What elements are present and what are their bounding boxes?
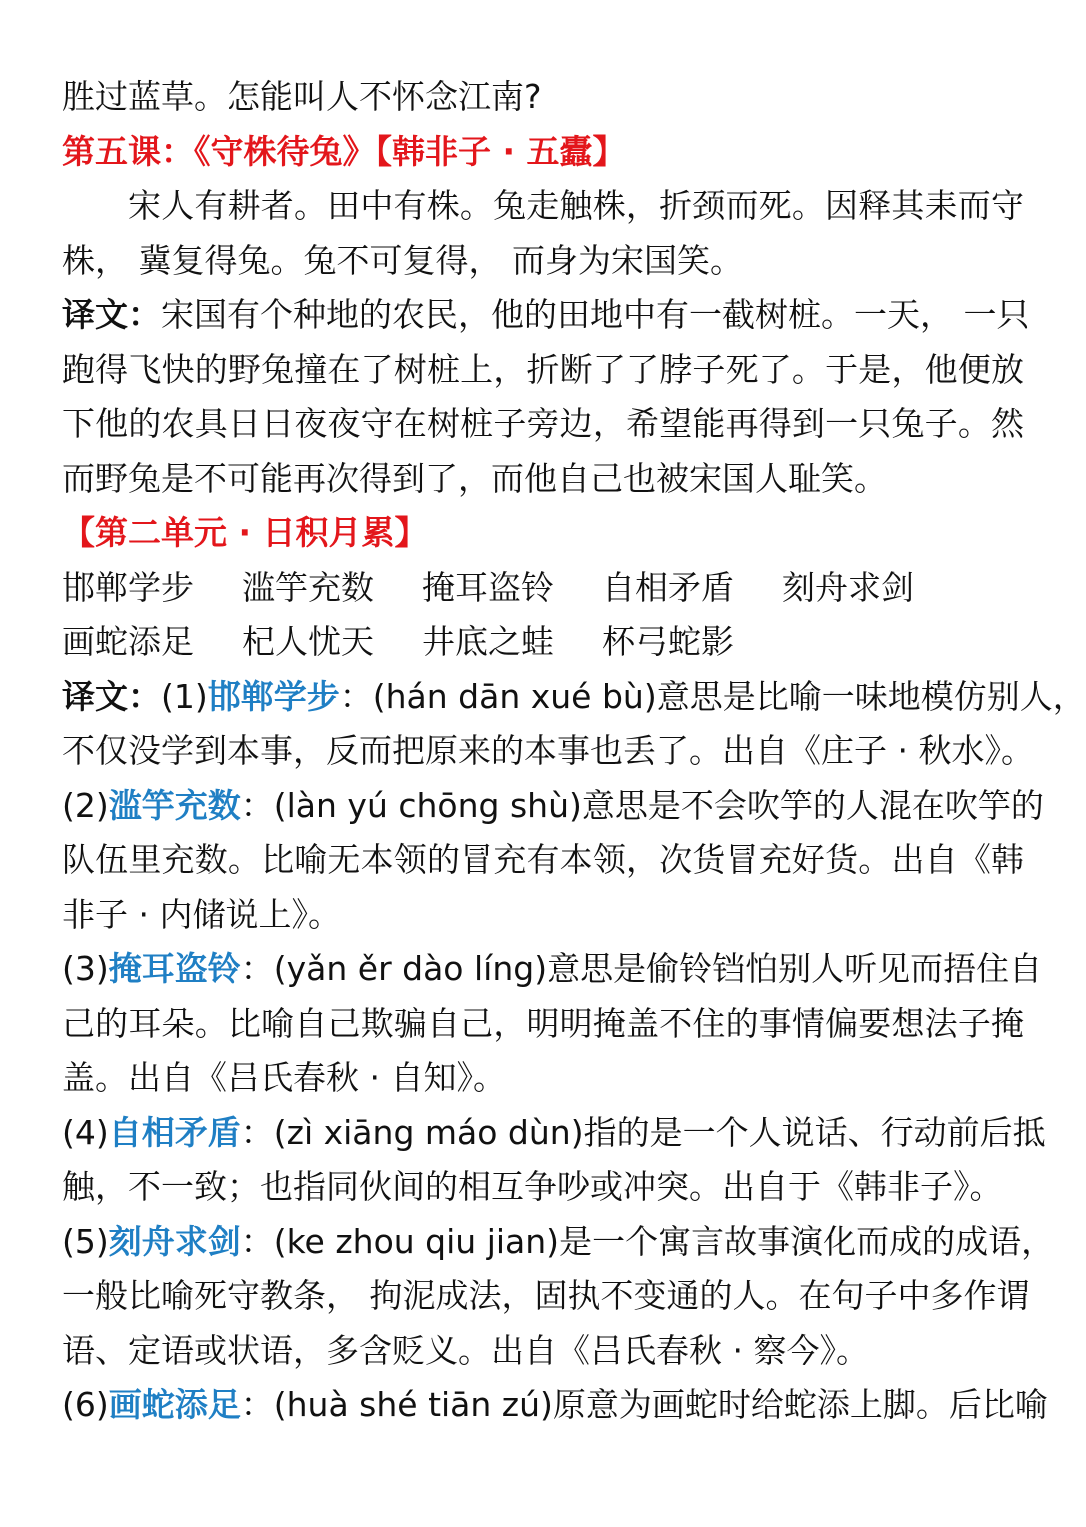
explanation-line: 一般比喻死守教条， 拘泥成法，固执不变通的人。在句子中多作谓	[62, 1276, 1030, 1315]
idiom: 邯郸学步	[62, 567, 194, 607]
explanation-line	[62, 779, 1044, 834]
colon: ：	[240, 1112, 274, 1152]
idiom-term: 邯郸学步	[207, 676, 340, 716]
classical-text-line: 株， 冀复得兔。兔不可复得， 而身为宋国笑。	[62, 240, 743, 280]
idiom: 刻舟求剑	[782, 567, 914, 607]
explanation-text: 意思是比喻一味地模仿别人，	[656, 676, 1086, 716]
idiom: 杞人忧天	[242, 622, 374, 661]
idiom: 自相矛盾	[602, 567, 734, 607]
colon: ：	[240, 785, 274, 825]
explanation-text: 意思是不会吹竽的人混在吹竽的	[581, 785, 1044, 825]
idiom: 画蛇添足	[62, 622, 194, 661]
idiom: 滥竽充数	[242, 567, 374, 607]
translation-line: 而野兔是不可能再次得到了，而他自己也被宋国人耻笑。	[62, 458, 887, 498]
explanation-text: 原意为画蛇时给蛇添上脚。后比喻	[552, 1385, 1048, 1424]
idiom: 掩耳盗铃	[422, 567, 554, 607]
idiom-row	[62, 561, 1024, 616]
idiom: 井底之蛙	[422, 622, 554, 661]
pinyin: (zì xiāng máo dùn)	[273, 1112, 584, 1152]
idiom-term: 画蛇添足	[108, 1385, 241, 1424]
item-number: (1)	[161, 676, 208, 716]
explanation-line	[62, 1378, 1048, 1433]
translation-label: 译文：	[62, 295, 161, 334]
translation-line: 跑得飞快的野兔撞在了树桩上，折断了了脖子死了。于是，他便放	[62, 349, 1024, 389]
classical-text-line: 宋人有耕者。田中有株。兔走触株，折颈而死。因释其耒而守	[128, 186, 1024, 225]
text-line: 胜过蓝草。怎能叫人不怀念江南?	[62, 77, 542, 116]
explanation-line: 队伍里充数。比喻无本领的冒充有本领，次货冒充好货。出自《韩	[62, 840, 1024, 879]
explanation-line: 语、定语或状语，多含贬义。出自《吕氏春秋 · 察今》。	[62, 1330, 869, 1370]
pinyin: (huà shé tiān zú)	[273, 1385, 553, 1424]
colon: ：	[339, 676, 373, 716]
idiom-term: 掩耳盗铃	[108, 949, 241, 988]
item-number: (3)	[62, 949, 109, 988]
explanation-line	[62, 670, 1086, 725]
idiom: 杯弓蛇影	[602, 622, 734, 661]
item-number: (4)	[62, 1112, 109, 1152]
explanation-line: 己的耳朵。比喻自己欺骗自己，明明掩盖不住的事情偏要想法子掩	[62, 1003, 1024, 1043]
explanation-line: 触，不一致；也指同伙间的相互争吵或冲突。出自于《韩非子》。	[62, 1167, 1003, 1206]
explanation-line: 盖。出自《吕氏春秋 · 自知》。	[62, 1058, 506, 1097]
pinyin: (ke zhou qiu jian)	[273, 1221, 560, 1261]
idiom-row	[62, 615, 1024, 670]
pinyin: (làn yú chōng shù)	[273, 785, 582, 825]
idiom-term: 自相矛盾	[108, 1112, 241, 1152]
pinyin: (hán dān xué bù)	[372, 676, 657, 716]
explanation-line	[62, 942, 1043, 997]
lesson-heading: 第五课：《守株待兔》【韩非子 · 五蠹】	[62, 131, 626, 171]
translation-line: 下他的农具日日夜夜守在树桩子旁边，希望能再得到一只兔子。然	[62, 404, 1024, 443]
colon: ：	[240, 1385, 274, 1424]
explanation-text: 是一个寓言故事演化而成的成语，	[559, 1221, 1055, 1261]
explanation-line: 非子 · 内储说上》。	[62, 894, 341, 934]
colon: ：	[240, 949, 274, 988]
item-number: (2)	[62, 785, 109, 825]
explanation-text: 意思是偷铃铛怕别人听见而捂住自	[547, 949, 1043, 988]
explanation-line	[62, 1106, 1046, 1161]
translation-line	[62, 288, 1030, 343]
pinyin: (yǎn ěr dào líng)	[273, 949, 548, 988]
translation-label: 译文：	[62, 676, 161, 716]
explanation-text: 指的是一个人说话、行动前后抵	[583, 1112, 1046, 1152]
idiom-term: 刻舟求剑	[108, 1221, 241, 1261]
idiom-term: 滥竽充数	[108, 785, 241, 825]
explanation-line	[62, 1215, 1055, 1270]
colon: ：	[240, 1221, 274, 1261]
item-number: (5)	[62, 1221, 109, 1261]
translation-text: 宋国有个种地的农民，他的田地中有一截树桩。一天， 一只	[161, 295, 1030, 334]
explanation-line: 不仅没学到本事，反而把原来的本事也丢了。出自《庄子 · 秋水》。	[62, 731, 1034, 770]
unit-heading: 【第二单元 · 日积月累】	[62, 513, 428, 552]
item-number: (6)	[62, 1385, 109, 1424]
